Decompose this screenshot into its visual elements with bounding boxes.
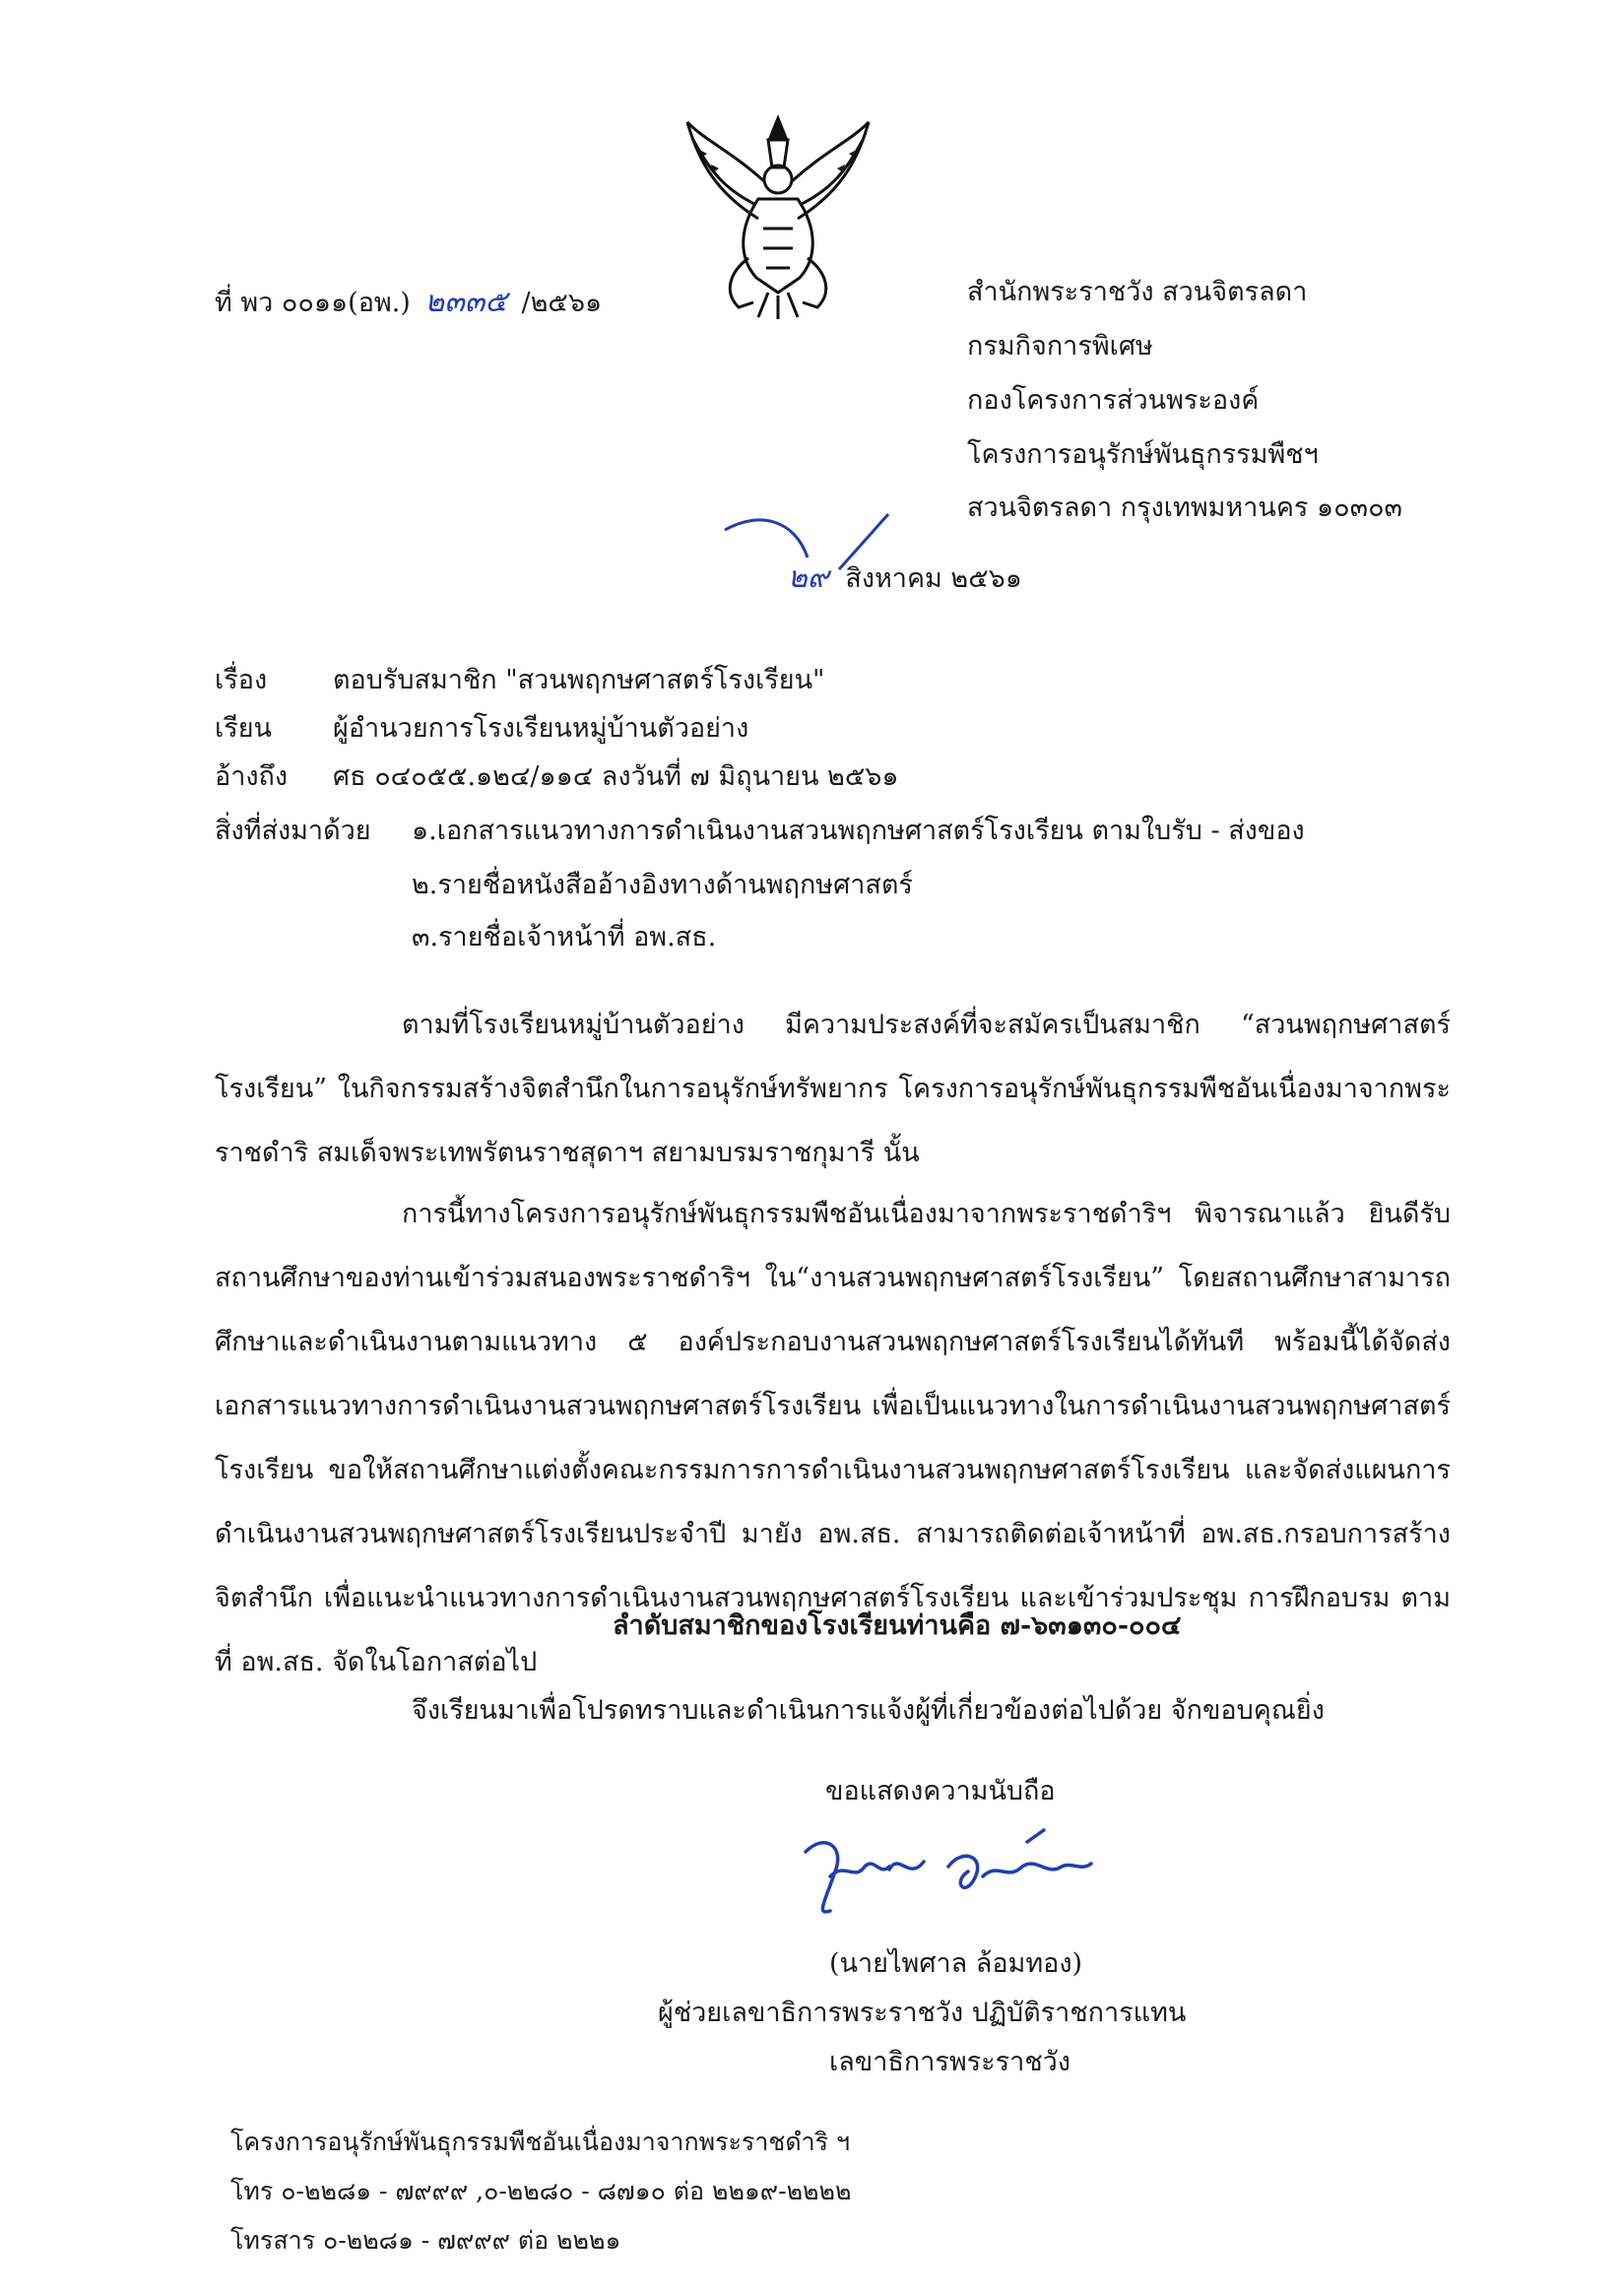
enclosure-item-2: ๒.รายชื่อหนังสืออ้างอิงทางด้านพฤกษศาสตร์ (412, 870, 913, 900)
signer-title: ผู้ช่วยเลขาธิการพระราชวัง ปฏิบัติราชการแทน (658, 1998, 1187, 2028)
signer-title-2: เลขาธิการพระราชวัง (829, 2047, 1071, 2077)
footer-project-name: โครงการอนุรักษ์พันธุกรรมพืชอันเนื่องมาจากพระราชดำริ ฯ (230, 2128, 851, 2156)
footer-fax: โทรสาร ๐-๒๒๘๑ - ๗๙๙๙ ต่อ ๒๒๒๑ (230, 2226, 621, 2255)
reference-number (215, 284, 602, 322)
paragraph-1-text: ตามที่โรงเรียนหมู่บ้านตัวอย่าง มีความประสงค์ที่จะสมัครเป็นสมาชิก “สวนพฤกษศาสตร์โรงเรียน” ในกิจกรรมสร้างจิตสำนึกในการอนุรักษ์ทรัพยากร โครงการอนุรักษ์พันธุกรรมพืชอันเนื่องมาจากพระราชดำริ สมเด็จพระเทพรัตนราชสุดาฯ สยามบรมราชกุมารี นั้น (215, 1010, 1451, 1168)
enclosure-item-1: ๑.เอกสารแนวทางการดำเนินงานสวนพฤกษศาสตร์โรงเรียน ตามใบรับ - ส่งของ (412, 816, 1305, 846)
salutation-label: เรียน (215, 713, 273, 744)
member-number-line: ลำดับสมาชิกของโรงเรียนท่านคือ ๗-๖๓๑๓๐-๐๐๔ (613, 1610, 1182, 1641)
reference-handwritten-number: ๒๓๓๕ (424, 285, 507, 319)
handwritten-signature (786, 1822, 1121, 1931)
date-handwritten-day: ๒๙ (788, 560, 829, 595)
regards: ขอแสดงความนับถือ (825, 1776, 1056, 1806)
signer-name: (นายไพศาล ล้อมทอง) (829, 1948, 1083, 1979)
sender-line-2: กรมกิจการพิเศษ (967, 331, 1153, 361)
reference-text: ศธ ๐๔๐๕๕.๑๒๔/๑๑๔ ลงวันที่ ๗ มิถุนายน ๒๕๖๑ (333, 761, 899, 792)
body-paragraph-1 (215, 993, 1451, 1185)
garuda-emblem (680, 110, 876, 322)
sender-line-5: สวนจิตรลดา กรุงเทพมหานคร ๑๐๓๐๓ (967, 492, 1403, 523)
enclosure-label: สิ่งที่ส่งมาด้วย (215, 816, 371, 846)
date-month-year: สิงหาคม ๒๕๖๑ (845, 563, 1022, 594)
subject-label: เรื่อง (215, 665, 268, 695)
sender-line-3: กองโครงการส่วนพระองค์ (967, 385, 1260, 416)
sender-line-4: โครงการอนุรักษ์พันธุกรรมพืชฯ (967, 439, 1319, 470)
letter-date (788, 559, 1022, 598)
paragraph-2-text: การนี้ทางโครงการอนุรักษ์พันธุกรรมพืชอันเนื่องมาจากพระราชดำริฯ พิจารณาแล้ว ยินดีรับสถานศึกษาของท่านเข้าร่วมสนองพระราชดำริฯ ใน“งานสวนพฤกษศาสตร์โรงเรียน” โดยสถานศึกษาสามารถศึกษาและดำเนินงานตามแนวทาง ๕ องค์ประกอบงานสวนพฤกษศาสตร์โรงเรียนได้ทันที พร้อมนี้ได้จัดส่งเอกสารแนวทางการดำเนินงานสวนพฤกษศาสตร์โรงเรียน เพื่อเป็นแนวทางในการดำเนินงานสวนพฤกษศาสตร์โรงเรียน ขอให้สถานศึกษาแต่งตั้งคณะกรรมการการดำเนินงานสวนพฤกษศาสตร์โรงเรียน และจัดส่งแผนการดำเนินงานสวนพฤกษศาสตร์โรงเรียนประจำปี มายัง อพ.สธ. สามารถติดต่อเจ้าหน้าที่ อพ.สธ.กรอบการสร้างจิตสำนึก เพื่อแนะนำแนวทางการดำเนินงานสวนพฤกษศาสตร์โรงเรียน และเข้าร่วมประชุม การฝึกอบรม ตามที่ อพ.สธ. จัดในโอกาสต่อไป (215, 1199, 1451, 1677)
subject-text: ตอบรับสมาชิก "สวนพฤกษศาสตร์โรงเรียน" (333, 665, 825, 695)
reference-prefix: ที่ พว ๐๐๑๑(อพ.) (215, 288, 411, 318)
reference-suffix: /๒๕๖๑ (521, 288, 603, 318)
footer-phone: โทร ๐-๒๒๘๑ - ๗๙๙๙ ,๐-๒๒๘๐ - ๘๗๑๐ ต่อ ๒๒๑๙-๒๒๒๒ (230, 2177, 852, 2205)
reference-label: อ้างถึง (215, 761, 289, 792)
sender-line-1: สำนักพระราชวัง สวนจิตรลดา (967, 277, 1308, 307)
closing-request: จึงเรียนมาเพื่อโปรดทราบและดำเนินการแจ้งผู้ที่เกี่ยวข้องต่อไปด้วย จักขอบคุณยิ่ง (412, 1695, 1325, 1726)
salutation-text: ผู้อำนวยการโรงเรียนหมู่บ้านตัวอย่าง (333, 713, 749, 744)
enclosure-item-3: ๓.รายชื่อเจ้าหน้าที่ อพ.สธ. (412, 922, 717, 952)
